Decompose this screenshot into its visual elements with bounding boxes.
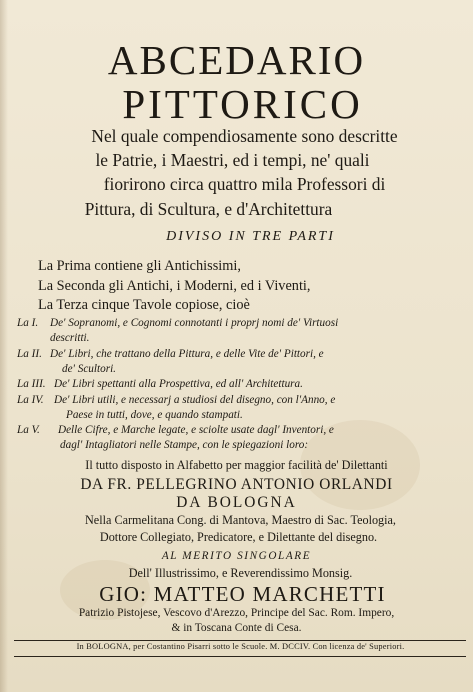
table-label: La IV. xyxy=(17,394,44,406)
imprint-rule-bottom xyxy=(14,656,466,657)
patron-description: Patrizio Pistojese, Vescovo d'Arezzo, Principe del Sac. Rom. Impero, xyxy=(78,607,395,619)
patron-description: & in Toscana Conte di Cesa. xyxy=(171,622,302,634)
table-text: De' Sopranomi, e Cognomi connotanti i proprj nomi de' Virtuosi xyxy=(50,317,339,329)
table-text: De' Libri, che trattano della Pittura, e delle Vite de' Pittori, e xyxy=(50,348,324,360)
table-text: Paese in tutti, dove, e quando stampati. xyxy=(66,409,243,421)
table-text: De' Libri spettanti alla Prospettiva, ed all' Architettura. xyxy=(54,378,303,390)
table-text: Delle Cifre, e Marche legate, e sciolte usate dagl' Inventori, e xyxy=(58,424,334,436)
table-label: La III. xyxy=(17,378,46,390)
author-origin: DA BOLOGNA xyxy=(176,494,297,511)
subtitle-line: Pittura, di Scultura, e d'Architettura xyxy=(84,199,333,219)
dedication-heading: AL MERITO SINGOLARE xyxy=(161,550,312,562)
author-description: Dottore Collegiato, Predicatore, e Dilettante del disegno. xyxy=(99,530,378,544)
author-name: DA FR. PELLEGRINO ANTONIO ORLANDI xyxy=(80,476,393,493)
arrangement-note: Il tutto disposto in Alfabetto per maggior facilità de' Dilettanti xyxy=(85,458,388,472)
imprint: In BOLOGNA, per Costantino Pisarri sotto le Scuole. M. DCCIV. Con licenza de' Superiori. xyxy=(76,642,405,651)
division-heading: DIVISO IN TRE PARTI xyxy=(166,229,335,244)
title-line-2: PITTORICO xyxy=(122,81,363,127)
table-text: dagl' Intagliatori nelle Stampe, con le spiegazioni loro: xyxy=(60,439,309,451)
subtitle-line: fiorirono circa quattro mila Professori di xyxy=(103,174,386,194)
author-description: Nella Carmelitana Cong. di Mantova, Maestro di Sac. Teologia, xyxy=(85,513,396,527)
part-line: La Terza cinque Tavole copiose, cioè xyxy=(38,297,250,313)
dedication-line: Dell' Illustrissimo, e Reverendissimo Monsig. xyxy=(128,566,353,580)
part-line: La Prima contiene gli Antichissimi, xyxy=(38,258,241,274)
table-label: La I. xyxy=(17,317,39,329)
table-text: descritti. xyxy=(50,332,90,344)
table-text: De' Libri utili, e necessarj a studiosi del disegno, con l'Anno, e xyxy=(54,394,336,406)
part-line: La Seconda gli Antichi, i Moderni, ed i Viventi, xyxy=(38,278,311,294)
table-text: de' Scultori. xyxy=(62,363,116,375)
subtitle-line: Nel quale compendiosamente sono descritte xyxy=(91,126,398,146)
table-label: La II. xyxy=(17,348,42,360)
imprint-rule-top xyxy=(14,640,466,641)
table-label: La V. xyxy=(17,424,40,436)
subtitle-line: le Patrie, i Maestri, ed i tempi, ne' quali xyxy=(95,150,370,170)
title-line-1: ABCEDARIO xyxy=(107,37,366,83)
patron-name: GIO: MATTEO MARCHETTI xyxy=(99,582,386,606)
